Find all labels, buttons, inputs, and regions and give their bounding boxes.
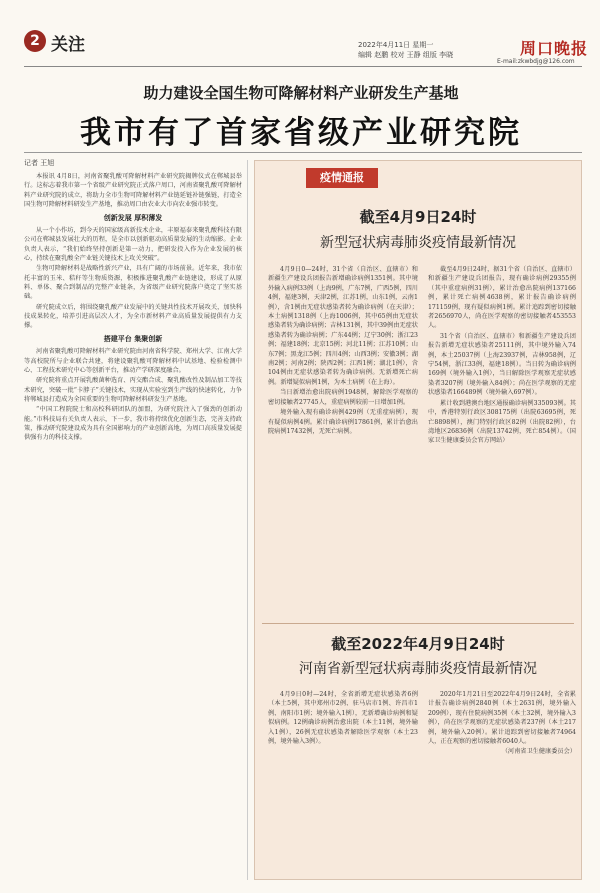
section-name: 关注: [51, 35, 85, 55]
article-subhead: 搭建平台 集聚创新: [103, 335, 163, 344]
article-paragraph: 从一个小作坊，到今天的国家级高新技术企业，丰原福泰来聚乳酸科技有限公司在郸城县发展壮大的历程，是全市以创新驱动高质量发展的生动缩影。企业负责人表示，“我们始终坚持创新是第一动力，把研发投入作为企业发展的核心，持续在聚乳酸全产业链关键技术上攻关突破”。: [24, 227, 242, 263]
article-paragraph: 研究院将重点开展乳酸菌种选育、丙交酯合成、聚乳酸改性及制品加工等技术研究，突破一批“卡脖子”关键技术，实现从实验室到生产线的快速转化，力争将郸城县打造成为全国重要的生物可降解材料研发生产基地。: [24, 377, 242, 403]
report-1-column-2: [428, 265, 576, 617]
report-paragraph: 累计收到港澳台地区通报确诊病例335093例。其中，香港特别行政区308175例（出院63695例，死亡8898例），澳门特别行政区82例（出院82例），台湾地区26836例（出院13742例，死亡854例）。（国家卫生健康委员会官方网站）: [428, 399, 576, 445]
column-divider: [247, 160, 248, 880]
report-paragraph: 境外输入现有确诊病例429例（无重症病例），现有疑似病例4例。累计确诊病例17861例，累计治愈出院病例17432例，无死亡病例。: [268, 409, 418, 435]
headline-divider: [24, 152, 582, 153]
newspaper-logo: 周口晚报: [520, 39, 589, 58]
header-divider: [24, 66, 582, 67]
contact-email: E-mail:zkwbdjg@126.com: [497, 58, 575, 65]
article-paragraph: “中国工程院院士和高校科研团队的加盟，为研究院注入了强劲的创新动能。”市科技局有关负责人表示，下一步，我市将持续优化创新生态，完善支持政策，推动研究院建设成为具有全国影响力的产业创新高地，为周口高质量发展提供强有力的科技支撑。: [24, 406, 242, 442]
report-source: （河南省卫生健康委员会）: [501, 748, 576, 756]
report-divider: [262, 623, 574, 624]
report-paragraph: 当日新增治愈出院病例1948例，解除医学观察的密切接触者27745人，重症病例较前一日增加1例。: [268, 389, 418, 406]
article-paragraph: 本报讯 4月8日，河南省聚乳酸可降解材料产业研究院揭牌仪式在郸城县举行。这标志着我市第一个省级产业研究院正式落户周口，河南省聚乳酸可降解材料产业研究院的成立，将助力全市生物可降解材料产业链延链补链强链，打造全国生物可降解材料研发生产基地，推动周口由农业大市向农业强市转变。: [24, 173, 242, 208]
article-paragraph: 研究院成立后，将围绕聚乳酸产业发展中的关键共性技术开展攻关，加快科技成果转化，培养引进高层次人才，为全市新材料产业高质量发展提供有力支撑。: [24, 303, 242, 330]
report-1-subheading: 新型冠状病毒肺炎疫情最新情况: [320, 235, 516, 251]
article-subhead: 创新发展 厚积薄发: [103, 214, 163, 223]
epidemic-tag: 疫情通报: [306, 168, 378, 188]
article-paragraph: 河南省聚乳酸可降解材料产业研究院由河南省科学院、郑州大学、江南大学等高校院所与企业联合共建，将建设聚乳酸可降解材料中试基地、检验检测中心、工程技术研究中心等创新平台，推动产学研深度融合。: [24, 348, 242, 375]
report-1-heading: 截至4月9日24时: [359, 208, 477, 226]
report-paragraph: 31个省（自治区、直辖市）和新疆生产建设兵团报告新增无症状感染者25111例，其中境外输入74例，本土25037例（上海23937例，吉林958例，辽宁54例，浙江33例，福建18例）。当日转为确诊病例169例（境外输入1例），当日解除医学观察无症状感染者3207例（境外输入84例）；尚在医学观察的无症状感染者166489例（境外输入697例）。: [428, 332, 576, 397]
editors-line: 编辑 赵鹏 校对 王静 组版 李晓: [358, 51, 454, 59]
report-2-heading: 截至2022年4月9日24时: [331, 635, 505, 653]
headline-title: 我市有了首家省级产业研究院: [80, 115, 522, 151]
report-1-column-1: [268, 265, 418, 617]
article-body: [24, 158, 242, 878]
article-byline: 记者 王旭: [24, 159, 55, 167]
report-2-column-2: [428, 690, 576, 874]
report-paragraph: 4月9日0时—24时，全省新增无症状感染者6例（本土5例，其中郑州市2例、驻马店市1例、许昌市1例、南阳市1例；境外输入1例），无新增确诊病例和疑似病例。12例确诊病例治愈出院（本土11例，境外输入1例），26例无症状感染者解除医学观察（本土23例，境外输入3例）。: [268, 691, 418, 746]
page-header: [0, 0, 600, 66]
report-paragraph: 4月9日0—24时，31个省（自治区、直辖市）和新疆生产建设兵团报告新增确诊病例1351例。其中境外输入病例33例（上海9例，广东7例，广西5例，四川4例，福建3例，天津2例，江苏1例，山东1例，云南1例），含1例由无症状感染者转为确诊病例（在天津）；本土病例1318例（上海1006例，其中65例由无症状感染者转为确诊病例；吉林131例，其中39例由无症状感染者转为确诊病例；广东44例；辽宁30例；浙江23例；福建18例；北京15例；河北11例；江苏10例；山东7例；黑龙江5例；四川4例；山西3例；安徽3例；湖南2例；河南2例；陕西2例；江西1例；湖北1例），含104例由无症状感染者转为确诊病例。无新增死亡病例。新增疑似病例1例，为本土病例（在上海）。: [268, 266, 418, 386]
report-paragraph: 2020年1月21日至2022年4月9日24时，全省累计报告确诊病例2840例（本土2631例，境外输入209例），现有住院病例35例（本土32例，境外输入3例），尚在医学观察的无症状感染者237例（本土217例，境外输入20例）。累计追踪到密切接触者74964人，正在观察的密切接触者6040人。: [428, 691, 576, 746]
report-2-subheading: 河南省新型冠状病毒肺炎疫情最新情况: [299, 661, 537, 677]
report-paragraph: 截至4月9日24时，据31个省（自治区、直辖市）和新疆生产建设兵团报告，现有确诊病例29355例（其中重症病例31例），累计治愈出院病例137166例，累计死亡病例4638例，累计报告确诊病例171159例，现有疑似病例1例。累计追踪到密切接触者2656970人，尚在医学观察的密切接触者453553人。: [428, 266, 576, 330]
issue-date: 2022年4月11日 星期一: [358, 41, 434, 49]
issue-info: [358, 40, 528, 60]
report-2-column-1: [268, 690, 418, 874]
article-paragraph: 生物可降解材料是战略性新兴产业，具有广阔的市场前景。近年来，我市依托丰富的玉米、秸秆等生物质资源，积极推进聚乳酸产业链建设，形成了从原料、单体、聚合到制品的完整产业链条，为省级产业研究院落户奠定了坚实基础。: [24, 265, 242, 301]
page-number-badge: 2: [24, 30, 46, 52]
headline-subtitle: 助力建设全国生物可降解材料产业研发生产基地: [143, 84, 459, 102]
